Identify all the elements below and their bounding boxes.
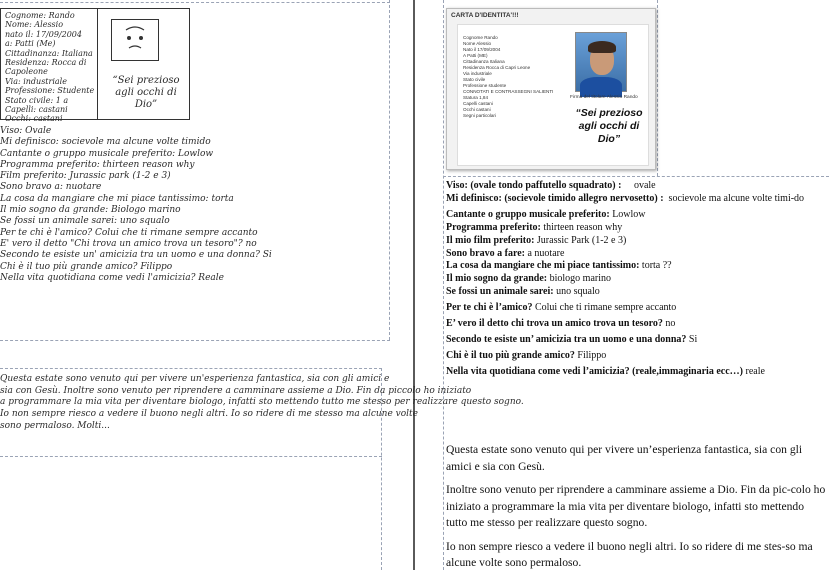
qa-row: [446, 260, 826, 273]
qa-answer: no: [665, 318, 676, 330]
card-field-label: Via: [463, 71, 470, 76]
hand-line: Se fossi un animale sarei: uno squalo: [0, 216, 170, 227]
card-field-label: Nato il: [463, 47, 477, 52]
qa-answer: reale: [745, 365, 765, 377]
card-field-label: Capelli: [463, 101, 478, 106]
handwritten-essay: [0, 374, 524, 433]
qa-row: [446, 302, 826, 315]
handwritten-scan-top: [0, 4, 388, 338]
qa-question: Il mio film preferito:: [446, 234, 535, 246]
hand-line: La cosa da mangiare che mi piace tantissimo: torta: [0, 193, 234, 204]
qa-question: Per te chi è l’amico?: [446, 302, 533, 314]
qa-row: [446, 334, 826, 347]
qa-question: Se fossi un animale sarei:: [446, 286, 554, 298]
qa-list: [446, 180, 826, 379]
qa-answer: ovale: [633, 180, 656, 191]
card-field: [463, 113, 553, 119]
page-divider: [413, 0, 415, 570]
hand-line: E' vero il detto "Chi trova un amico trova un tesoro"? no: [0, 238, 257, 249]
qa-question: Il mio sogno da grande:: [446, 273, 548, 285]
hand-line: Viso: Ovale: [0, 126, 52, 136]
card-field-label: Statura: [463, 95, 478, 100]
hand-id-line: a: Patti (Me): [5, 39, 56, 49]
page-border-hand2-top: [0, 368, 382, 369]
page-border-top: [0, 2, 390, 3]
hand-id-line: Residenza: Rocca di: [5, 58, 87, 68]
hand-id-line: Professione: Studente: [5, 86, 95, 96]
hand-id-line: Occhi: castani: [5, 114, 63, 124]
qa-answer: Filippo: [577, 349, 607, 361]
essay-paragraph: Inoltre sono venuto per riprendere a camminare assieme a Dio. Fin da pic-colo ho iniziato a programmare la mia vita per diventare biologo, infatti sto mettendo tutto me stesso per realizzare questo sogno.: [446, 483, 826, 529]
page-border-left-scan-bottom: [0, 340, 390, 341]
right-page-right-border: [657, 0, 658, 176]
qa-answer: Lowlow: [612, 208, 646, 220]
qa-row: [446, 209, 826, 222]
card-field-label: Cittadinanza Italiana: [463, 59, 505, 64]
hand-line: Cantante o gruppo musicale preferito: Lowlow: [0, 148, 214, 159]
card-field-label: Occhi: [463, 107, 475, 112]
essay-paragraph: Questa estate sono venuto qui per vivere un’esperienza fantastica, sia con gli amici e sia con Gesù.: [446, 443, 803, 473]
qa-row: [446, 350, 826, 363]
hand2-line: sia con Gesù. Inoltre sono venuto per riprendere a camminare assieme a Dio. Fin da piccolo ho iniziato: [0, 385, 472, 396]
handwritten-id-divider: [97, 9, 98, 119]
handwritten-quote: “Sei prezioso agli occhi di Dio”: [112, 75, 180, 110]
qa-question: La cosa da mangiare che mi piace tantissimo:: [446, 260, 640, 272]
hand-id-line: Stato civile: 1 a: [5, 95, 69, 105]
qa-row: [446, 318, 826, 331]
card-field-label: Professione studente: [463, 83, 507, 88]
essay-text: [446, 442, 828, 579]
qa-answer: biologo marino: [549, 273, 612, 285]
hand2-line: sono permaloso. Molti...: [0, 420, 110, 431]
hand-line: Per te chi è l'amico? Colui che ti rimane sempre accanto: [0, 227, 258, 238]
qa-question: E’ vero il detto chi trova un amico trova un tesoro?: [446, 318, 663, 330]
qa-row: [446, 193, 826, 206]
qa-answer: thirteen reason why: [543, 221, 623, 233]
qa-question: Secondo te esiste un’ amicizia tra un uomo e una donna?: [446, 333, 687, 345]
hand-id-line: Nome: Alessio: [5, 20, 64, 30]
card-field-label: Segni particolari: [463, 113, 496, 118]
qa-answer: Jurassic Park (1-2 e 3): [536, 234, 627, 246]
qa-row: [446, 366, 826, 379]
qa-question: Cantante o gruppo musicale preferito:: [446, 208, 610, 220]
card-field-label: Residenza Rocca di Capri Leone: [463, 65, 531, 70]
card-field-value: castani: [478, 101, 493, 106]
qa-question: Mi definisco: (socievole timido allegro nervosetto) :: [446, 192, 664, 204]
essay-paragraph: Io non sempre riesco a vedere il buono negli altri. Io so ridere di me stes-so ma alcune volte sono permaloso.: [446, 539, 813, 569]
handwritten-id-fields: [5, 11, 95, 124]
card-quote: “Sei prezioso agli occhi di Dio”: [575, 107, 643, 145]
qa-row: [446, 273, 826, 286]
qa-row: [446, 248, 826, 261]
card-field-label: CONNOTATI E CONTRASSEGNI SALIENTI: [463, 89, 554, 94]
card-field-label: Nome: [463, 41, 476, 46]
hand-line: Film preferito: Jurassic park (1-2 e 3): [0, 171, 171, 182]
hand2-line: a programmare la mia vita per diventare biologo, infatti sto mettendo tutto me stesso per realizzare questo sogno.: [0, 397, 524, 408]
qa-row: [446, 222, 826, 235]
qa-row: [446, 180, 826, 193]
card-signature: Firma del titolare Alessio Rando: [570, 95, 638, 100]
card-field-value: 1,84: [479, 95, 489, 100]
handwritten-answers: [0, 126, 272, 284]
hand-id-line: Via: industriale: [5, 76, 67, 86]
right-card-bottom-border: [443, 176, 829, 177]
hand-id-line: Capelli: castani: [5, 105, 68, 115]
hand-id-line: Capoleone: [5, 67, 48, 77]
card-field-value: 17/09/2004: [477, 47, 501, 52]
hand-line: Nella vita quotidiana come vedi l'amicizia? Reale: [0, 272, 224, 283]
hand-line: Programma preferito: thirteen reason why: [0, 159, 195, 170]
hand-line: Mi definisco: socievole ma alcune volte timido: [0, 137, 211, 148]
card-field-value: Rando: [484, 35, 498, 40]
card-field-label: Cognome: [463, 35, 483, 40]
qa-question: Nella vita quotidiana come vedi l’amicizia? (reale,immaginaria ecc…): [446, 365, 743, 377]
qa-row: [446, 286, 826, 299]
card-photo: [575, 32, 627, 92]
card-field-value: industriale: [470, 71, 492, 76]
hand2-line: Questa estate sono venuto qui per vivere un'esperienza fantastica, sia con gli amici e: [0, 374, 390, 384]
handwritten-id-card: [0, 8, 190, 124]
handwritten-face-drawing: [111, 19, 159, 61]
card-fields: [463, 35, 553, 119]
hand-id-line: nato il: 17/09/2004: [5, 29, 82, 39]
card-title: CARTA D'IDENTITA'!!!: [451, 12, 519, 19]
qa-answer: Si: [688, 333, 698, 345]
qa-question: Sono bravo a fare:: [446, 247, 525, 259]
card-field-value: Alessio: [476, 41, 492, 46]
identity-card: [446, 8, 656, 170]
hand-id-line: Cittadinanza: Italiana: [5, 48, 93, 58]
qa-answer: socievole ma alcune volte timi-do: [668, 192, 805, 204]
qa-answer: torta ??: [641, 260, 672, 272]
qa-answer: uno squalo: [556, 286, 600, 298]
hand-line: Sono bravo a: nuotare: [0, 182, 102, 193]
card-field-label: Stato civile: [463, 77, 486, 82]
hand-id-line: Cognome: Rando: [5, 11, 75, 20]
qa-question: Viso: (ovale tondo paffutello squadrato) :: [446, 180, 622, 191]
qa-answer: a nuotare: [527, 247, 565, 259]
qa-question: Programma preferito:: [446, 221, 541, 233]
card-inner: [457, 24, 649, 166]
qa-row: [446, 235, 826, 248]
page-border-left-scan-right: [389, 0, 390, 340]
hand-line: Il mio sogno da grande: Biologo marino: [0, 205, 181, 216]
qa-answer: Colui che ti rimane sempre accanto: [534, 302, 677, 314]
hand-line: Secondo te esiste un' amicizia tra un uomo e una donna? Si: [0, 250, 272, 261]
photo-shirt: [580, 77, 622, 97]
page-border-hand2-bottom: [0, 456, 382, 457]
photo-hair: [588, 41, 616, 53]
hand2-line: Io non sempre riesco a vedere il buono negli altri. Io so ridere di me stesso ma alcune volte: [0, 409, 418, 420]
right-page-left-border: [443, 0, 444, 570]
card-field-value: castani: [476, 107, 491, 112]
card-field-label: A Patti (ME): [463, 53, 488, 58]
hand-line: Chi è il tuo più grande amico? Filippo: [0, 261, 173, 272]
qa-question: Chi è il tuo più grande amico?: [446, 349, 575, 361]
handwritten-scan-bottom: [0, 370, 524, 454]
